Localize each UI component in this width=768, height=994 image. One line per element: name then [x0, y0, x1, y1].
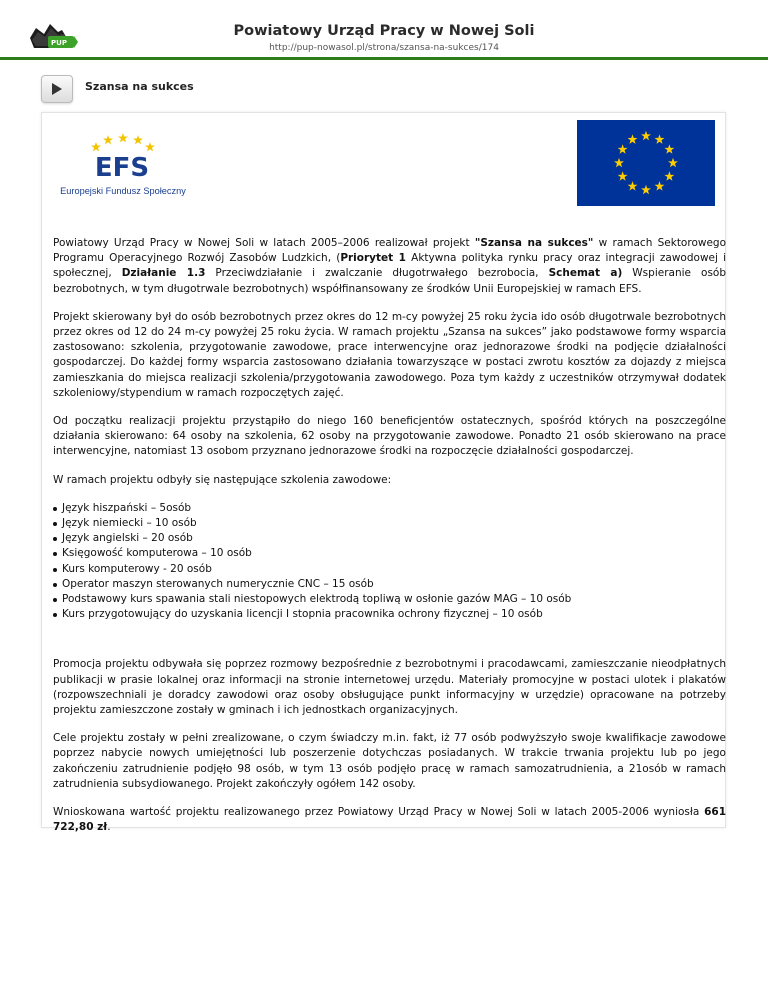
page-title: Szansa na sukces: [85, 80, 194, 93]
list-item: Podstawowy kurs spawania stali niestopowych elektrodą topliwą w osłonie gazów MAG – 10 osób: [53, 592, 726, 607]
header-divider: [0, 57, 768, 60]
text-span: .: [107, 821, 111, 834]
arrow-button[interactable]: [41, 75, 73, 103]
list-item: Język angielski – 20 osób: [53, 531, 726, 546]
eu-flag: [577, 120, 715, 206]
text-span: Aktywna polityka rynku pracy oraz integracji zawodowej i społecznej,: [53, 252, 726, 280]
text-span: w ramach Sektorowego Programu Operacyjnego Rozwój Zasobów Ludzkich, (: [53, 237, 727, 265]
page-url[interactable]: http://pup-nowasol.pl/strona/szansa-na-sukces/174: [269, 43, 499, 53]
efs-stars-icon: [91, 133, 155, 151]
article-paragraph-6: Cele projektu zostały w pełni zrealizowane, o czym świadczy m.in. fakt, iż 77 osób podwyższyło swoje kwalifikacje zawodowe poprzez nabycie nowych umiejętności lub poszerzenie dotychczas posiadanych. W trakcie trwania projektu lub po jego zakończeniu zatrudnienie podjęło 98 osób, w tym 13 osób podjęło pracę w ramach samozatrudnienia, a 21osób w ramach zatrudnienia subsydiowanego. Projekt zakończyły ogółem 142 osoby.: [53, 732, 726, 790]
site-title: Powiatowy Urząd Pracy w Nowej Soli: [233, 23, 535, 39]
priority-label: Priorytet 1: [340, 252, 406, 265]
list-item: Operator maszyn sterowanych numerycznie CNC – 15 osób: [53, 577, 726, 592]
list-item: Kurs komputerowy - 20 osób: [53, 562, 726, 577]
spacer: [53, 635, 726, 657]
site-header: [0, 0, 768, 60]
article-content: [53, 236, 726, 849]
play-arrow-icon: [51, 82, 63, 96]
scheme-label: Schemat a): [548, 267, 623, 280]
efs-logo-caption: Europejski Fundusz Społeczny: [60, 186, 186, 196]
efs-logo: [56, 128, 192, 198]
list-item: Język niemiecki – 10 osób: [53, 516, 726, 531]
article-paragraph-7: [53, 805, 726, 835]
text-span: Wnioskowana wartość projektu realizowanego przez Powiatowy Urząd Pracy w Nowej Soli w latach 2005-2006 wyniosła: [53, 806, 705, 819]
text-span: Powiatowy Urząd Pracy w Nowej Soli w latach 2005–2006 realizował projekt: [53, 237, 475, 249]
action-label: Działanie 1.3: [121, 267, 206, 280]
project-value: 661 722,80 zł: [53, 806, 726, 834]
article-paragraph-4: W ramach projektu odbyły się następujące szkolenia zawodowe:: [53, 473, 392, 486]
text-span: Wspieranie osób bezrobotnych, w tym długotrwale bezrobotnych) współfinansowany ze środków Unii Europejskiej w ramach EFS.: [53, 267, 727, 295]
project-name: "Szansa na sukces": [474, 237, 594, 249]
article-paragraph-1: [53, 236, 726, 297]
article-paragraph-3: Od początku realizacji projektu przystąpiło do niego 160 beneficjentów ostatecznych, spośród których na poszczególne działania skierowano: 64 osoby na szkolenia, 62 osoby na przygotowanie zawodowe. Ponadto 21 osób skierowano na prace interwencyjne, natomiast 13 osobom przyznano jednorazowe środki na rozpoczęcie działalności gospodarczej.: [53, 415, 726, 458]
list-item: Księgowość komputerowa – 10 osób: [53, 546, 726, 561]
list-item: Język hiszpański – 5osób: [53, 501, 726, 516]
text-span: Przeciwdziałanie i zwalczanie długotrwałego bezrobocia,: [205, 267, 549, 280]
svg-text:PUP: PUP: [51, 39, 67, 47]
list-item: Kurs przygotowujący do uzyskania licencji I stopnia pracownika ochrony fizycznej – 10 osób: [53, 607, 726, 622]
training-list: [53, 501, 726, 623]
article-paragraph-5: Promocja projektu odbywała się poprzez rozmowy bezpośrednie z bezrobotnymi i pracodawcami, zamieszczanie nieodpłatnych publikacji w prasie lokalnej oraz informacji na stronie internetowej urzędu. Materiały promocyjne w postaci ulotek i plakatów (rozpowszechniali je doradcy zawodowi oraz osoby obsługujące punkt informacyjny w urzędzie) opracowane na potrzeby projektu zamieszczone zostały w gminach i ich jednostkach organizacyjnych.: [53, 658, 726, 717]
article-paragraph-2: Projekt skierowany był do osób bezrobotnych przez okres do 12 m-cy powyżej 25 roku życia ido osób długotrwale bezrobotnych przez okres od 12 do 24 m-cy powyżej 25 roku życia. W ramach projektu „Szansa na sukces” jako podstawowe formy wsparcia zastosowano: szkolenia, przygotowanie zawodowe, prace interwencyjne oraz jednorazowe środki na podjęcie działalności gospodarczej. Do każdej formy wsparcia zastosowano działania towarzyszące w postaci zwrotu kosztów za dojazdy z miejsca zamieszkania do miejsca realizacji szkolenia/przygotowania zawodowego. Poza tym każdy z uczestników otrzymywał dodatek szkoleniowy/stypendium w ramach rozpoczętych zajęć.: [53, 310, 726, 399]
efs-logo-text: EFS: [94, 153, 150, 183]
